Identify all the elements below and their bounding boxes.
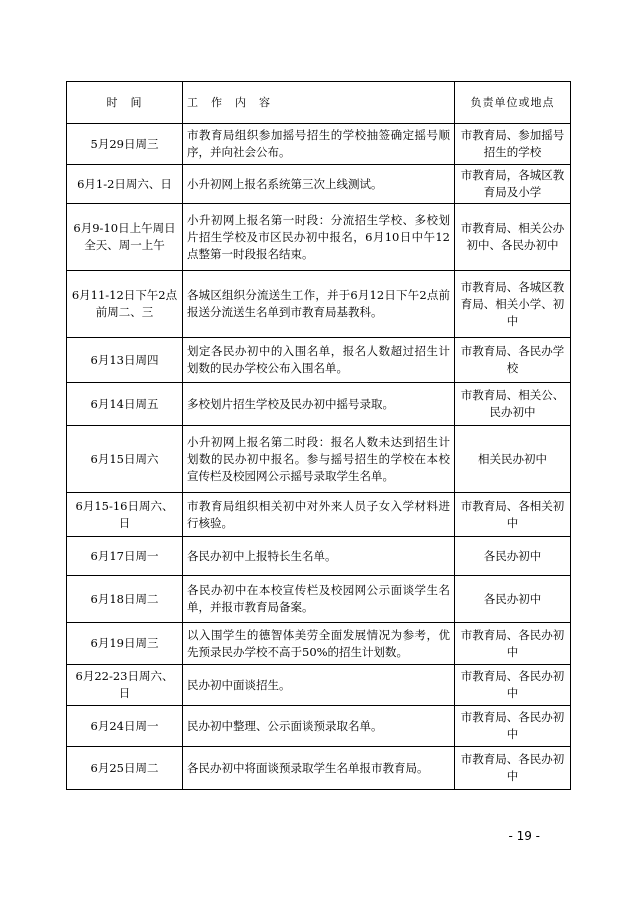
header-content: 工 作 内 容 (183, 82, 455, 124)
cell-unit: 市教育局、各城区教育局、相关小学、初中 (455, 271, 571, 338)
table-row (67, 383, 571, 426)
header-time: 时 间 (67, 82, 183, 124)
cell-unit: 各民办初中 (455, 576, 571, 623)
cell-content: 划定各民办初中的入围名单，报名人数超过招生计划数的民办学校公布入围名单。 (183, 338, 455, 383)
cell-unit: 市教育局、各民办学校 (455, 338, 571, 383)
cell-time: 6月19日周三 (67, 623, 183, 665)
cell-time: 6月1-2日周六、日 (67, 165, 183, 204)
cell-content: 民办初中整理、公示面谈预录取名单。 (183, 706, 455, 747)
table-row (67, 124, 571, 165)
cell-content: 以入围学生的德智体美劳全面发展情况为参考，优先预录民办学校不高于50%的招生计划数。 (183, 623, 455, 665)
header-unit: 负责单位或地点 (455, 82, 571, 124)
cell-content: 民办初中面谈招生。 (183, 665, 455, 706)
cell-unit: 市教育局，各城区教育局及小学 (455, 165, 571, 204)
table-header-row (67, 82, 571, 124)
cell-time: 6月24日周一 (67, 706, 183, 747)
table-row (67, 165, 571, 204)
cell-content: 各民办初中上报特长生名单。 (183, 537, 455, 576)
table-row (67, 706, 571, 747)
table-row (67, 271, 571, 338)
table-row (67, 623, 571, 665)
cell-unit: 市教育局、各相关初中 (455, 493, 571, 537)
cell-content: 各民办初中在本校宣传栏及校园网公示面谈学生名单，并报市教育局备案。 (183, 576, 455, 623)
table-row (67, 747, 571, 790)
cell-time: 5月29日周三 (67, 124, 183, 165)
cell-unit: 市教育局、参加摇号招生的学校 (455, 124, 571, 165)
cell-unit: 相关民办初中 (455, 426, 571, 493)
cell-unit: 市教育局、相关公办初中、各民办初中 (455, 204, 571, 271)
table-row (67, 576, 571, 623)
table-row (67, 426, 571, 493)
cell-content: 多校划片招生学校及民办初中摇号录取。 (183, 383, 455, 426)
table-row (67, 665, 571, 706)
cell-time: 6月22-23日周六、日 (67, 665, 183, 706)
cell-time: 6月17日周一 (67, 537, 183, 576)
table-row (67, 204, 571, 271)
cell-unit: 市教育局、各民办初中 (455, 665, 571, 706)
cell-content: 市教育局组织相关初中对外来人员子女入学材料进行核验。 (183, 493, 455, 537)
cell-time: 6月15日周六 (67, 426, 183, 493)
cell-unit: 市教育局、各民办初中 (455, 747, 571, 790)
cell-time: 6月9-10日上午周日全天、周一上午 (67, 204, 183, 271)
cell-unit: 市教育局、相关公、民办初中 (455, 383, 571, 426)
cell-unit: 市教育局、各民办初中 (455, 623, 571, 665)
table-row (67, 338, 571, 383)
cell-time: 6月15-16日周六、日 (67, 493, 183, 537)
cell-content: 小升初网上报名第一时段：分流招生学校、多校划片招生学校及市区民办初中报名，6月10日中午12点整第一时段报名结束。 (183, 204, 455, 271)
schedule-table (66, 81, 571, 790)
cell-time: 6月11-12日下午2点前周二、三 (67, 271, 183, 338)
cell-content: 小升初网上报名系统第三次上线测试。 (183, 165, 455, 204)
cell-content: 市教育局组织参加摇号招生的学校抽签确定摇号顺序，并向社会公布。 (183, 124, 455, 165)
cell-content: 小升初网上报名第二时段：报名人数未达到招生计划数的民办初中报名。参与摇号招生的学校在本校宣传栏及校园网公示摇号录取学生名单。 (183, 426, 455, 493)
cell-content: 各民办初中将面谈预录取学生名单报市教育局。 (183, 747, 455, 790)
table-row (67, 493, 571, 537)
cell-unit: 各民办初中 (455, 537, 571, 576)
page-number: - 19 - (508, 829, 540, 843)
cell-unit: 市教育局、各民办初中 (455, 706, 571, 747)
cell-content: 各城区组织分流送生工作，并于6月12日下午2点前报送分流送生名单到市教育局基教科。 (183, 271, 455, 338)
cell-time: 6月14日周五 (67, 383, 183, 426)
cell-time: 6月13日周四 (67, 338, 183, 383)
cell-time: 6月25日周二 (67, 747, 183, 790)
table-row (67, 537, 571, 576)
cell-time: 6月18日周二 (67, 576, 183, 623)
